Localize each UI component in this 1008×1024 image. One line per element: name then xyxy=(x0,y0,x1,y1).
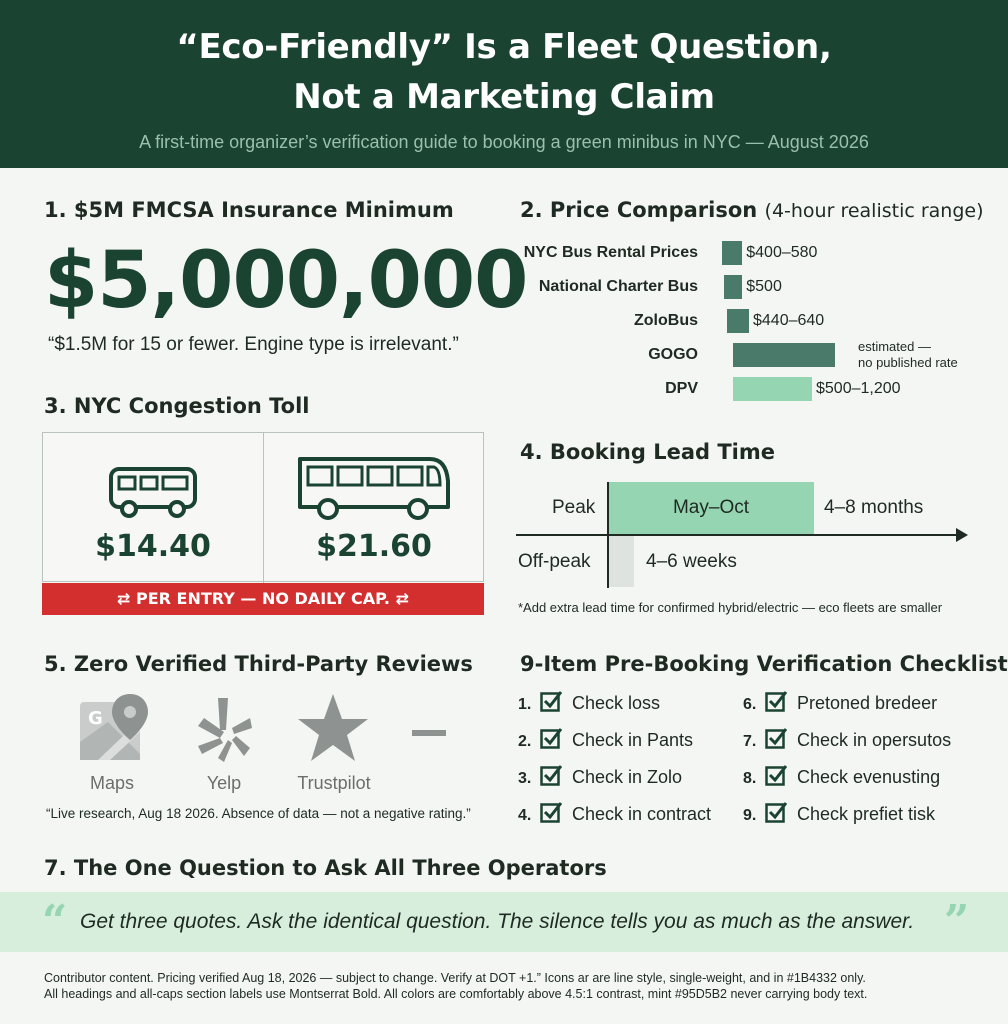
header-banner xyxy=(0,0,1008,168)
checklist-number: 4. xyxy=(518,807,532,824)
checklist-item xyxy=(743,690,937,714)
price-bar xyxy=(727,309,750,333)
checkbox-checked-icon xyxy=(765,690,787,712)
price-category-label: GOGO xyxy=(648,346,698,363)
checklist-number: 7. xyxy=(743,733,757,750)
checklist-number: 6. xyxy=(743,696,757,713)
maps-label: Maps xyxy=(89,773,134,793)
price-category-label: ZoloBus xyxy=(634,312,698,329)
gogo-note-line1: estimated — xyxy=(858,339,931,354)
maps-icon xyxy=(78,692,150,764)
price-heading-note: (4-hour realistic range) xyxy=(764,200,984,222)
yelp-label: Yelp xyxy=(206,773,242,793)
toll-warning-banner: ⇄ PER ENTRY — NO DAILY CAP. ⇄ xyxy=(42,583,484,615)
toll-panel xyxy=(42,432,484,582)
insurance-heading: 1. $5M FMCSA Insurance Minimum xyxy=(44,198,454,222)
price-value-label: $500–1,200 xyxy=(816,380,901,397)
close-quote-icon: ” xyxy=(944,896,970,947)
trustpilot-star-icon xyxy=(296,692,370,764)
gogo-note xyxy=(858,339,958,371)
price-value-label: $400–580 xyxy=(746,244,818,261)
offpeak-bar xyxy=(608,535,634,587)
toll-heading: 3. NYC Congestion Toll xyxy=(44,394,310,418)
checklist-item xyxy=(743,801,935,825)
minibus-icon xyxy=(107,465,199,521)
checklist-number: 8. xyxy=(743,770,757,787)
lead-time-note: *Add extra lead time for confirmed hybrid/electric — eco fleets are smaller xyxy=(518,600,943,615)
title-line-1: “Eco-Friendly” Is a Fleet Question, xyxy=(176,27,832,67)
title-line-2: Not a Marketing Claim xyxy=(293,77,715,117)
offpeak-lead-time: 4–6 weeks xyxy=(646,551,737,572)
checklist-text: Check in Pants xyxy=(572,730,694,750)
dash-icon xyxy=(412,730,446,736)
question-quote: Get three quotes. Ask the identical question. The silence tells you as much as the answer. xyxy=(80,910,915,933)
toll-large-price: $21.60 xyxy=(316,529,432,564)
trustpilot-label: Trustpilot xyxy=(297,773,371,793)
checkbox-checked-icon xyxy=(540,801,562,823)
checklist-heading: 9-Item Pre-Booking Verification Checklist xyxy=(520,652,1008,676)
peak-lead-time: 4–8 months xyxy=(824,497,924,518)
gogo-note-line2: no published rate xyxy=(858,355,958,370)
checklist-text: Check loss xyxy=(572,693,661,713)
coach-bus-icon xyxy=(294,451,454,525)
price-heading xyxy=(520,198,984,222)
footer-line-1: Contributor content. Pricing verified Aug 18, 2026 — subject to change. Verify at DOT +1.” Icons ar are line style, single-weight, and in #1B4332 only. xyxy=(44,971,866,985)
checklist-text: Check in Zolo xyxy=(572,767,683,787)
checklist-item xyxy=(518,690,660,714)
peak-bar-label: May–Oct xyxy=(672,497,750,518)
offpeak-label: Off-peak xyxy=(518,551,591,572)
price-bar xyxy=(733,343,835,367)
svg-text:G: G xyxy=(88,708,103,729)
page-title xyxy=(0,0,1008,122)
timeline-arrow-icon xyxy=(956,528,968,542)
insurance-quote: “$1.5M for 15 or fewer. Engine type is irrelevant.” xyxy=(48,334,459,355)
yelp-icon xyxy=(194,696,254,764)
checklist-number: 2. xyxy=(518,733,532,750)
insurance-amount: $5,000,000 xyxy=(44,236,528,326)
checklist-text: Check in contract xyxy=(572,804,712,824)
checklist-number: 1. xyxy=(518,696,532,713)
checkbox-checked-icon xyxy=(540,690,562,712)
price-bar xyxy=(733,377,812,401)
checkbox-checked-icon xyxy=(765,764,787,786)
lead-heading: 4. Booking Lead Time xyxy=(520,440,776,464)
price-bar xyxy=(722,241,742,265)
checklist-item xyxy=(518,764,682,788)
price-category-label: National Charter Bus xyxy=(538,278,698,295)
checklist-number: 9. xyxy=(743,807,757,824)
price-value-label: $500 xyxy=(746,278,782,295)
footer-note xyxy=(44,970,984,1002)
toll-bus-cell xyxy=(264,433,484,583)
timeline-axis xyxy=(516,534,962,536)
checklist-item xyxy=(743,727,951,751)
open-quote-icon: “ xyxy=(42,896,68,947)
checklist-text: Pretoned bredeer xyxy=(797,693,938,713)
toll-small-price: $14.40 xyxy=(95,529,211,564)
page-subtitle: A first-time organizer’s verification guide to booking a green minibus in NYC — August 2026 xyxy=(139,132,869,152)
checklist-number: 3. xyxy=(518,770,532,787)
checklist-text: Check in opersutos xyxy=(797,730,952,750)
checklist-item xyxy=(518,801,711,825)
checklist-text: Check evenusting xyxy=(797,767,941,787)
price-category-label: DPV xyxy=(665,380,698,397)
price-bar xyxy=(724,275,742,299)
reviews-heading: 5. Zero Verified Third-Party Reviews xyxy=(44,652,473,676)
question-heading: 7. The One Question to Ask All Three Operators xyxy=(44,856,607,880)
price-heading-title: 2. Price Comparison xyxy=(520,198,758,222)
peak-label: Peak xyxy=(552,497,596,518)
reviews-quote: “Live research, Aug 18 2026. Absence of data — not a negative rating.” xyxy=(46,806,471,821)
checkbox-checked-icon xyxy=(765,801,787,823)
toll-minibus-cell xyxy=(43,433,263,583)
checklist-item xyxy=(518,727,693,751)
checklist-text: Check prefiet tisk xyxy=(797,804,936,824)
price-value-label: $440–640 xyxy=(753,312,825,329)
price-category-label: NYC Bus Rental Prices xyxy=(523,244,698,261)
checkbox-checked-icon xyxy=(540,764,562,786)
checkbox-checked-icon xyxy=(765,727,787,749)
checklist-item xyxy=(743,764,940,788)
checkbox-checked-icon xyxy=(540,727,562,749)
footer-line-2: All headings and all-caps section labels use Montserrat Bold. All colors are comfortably above 4.5:1 contrast, mint #95D5B2 never carrying body text. xyxy=(44,987,868,1001)
